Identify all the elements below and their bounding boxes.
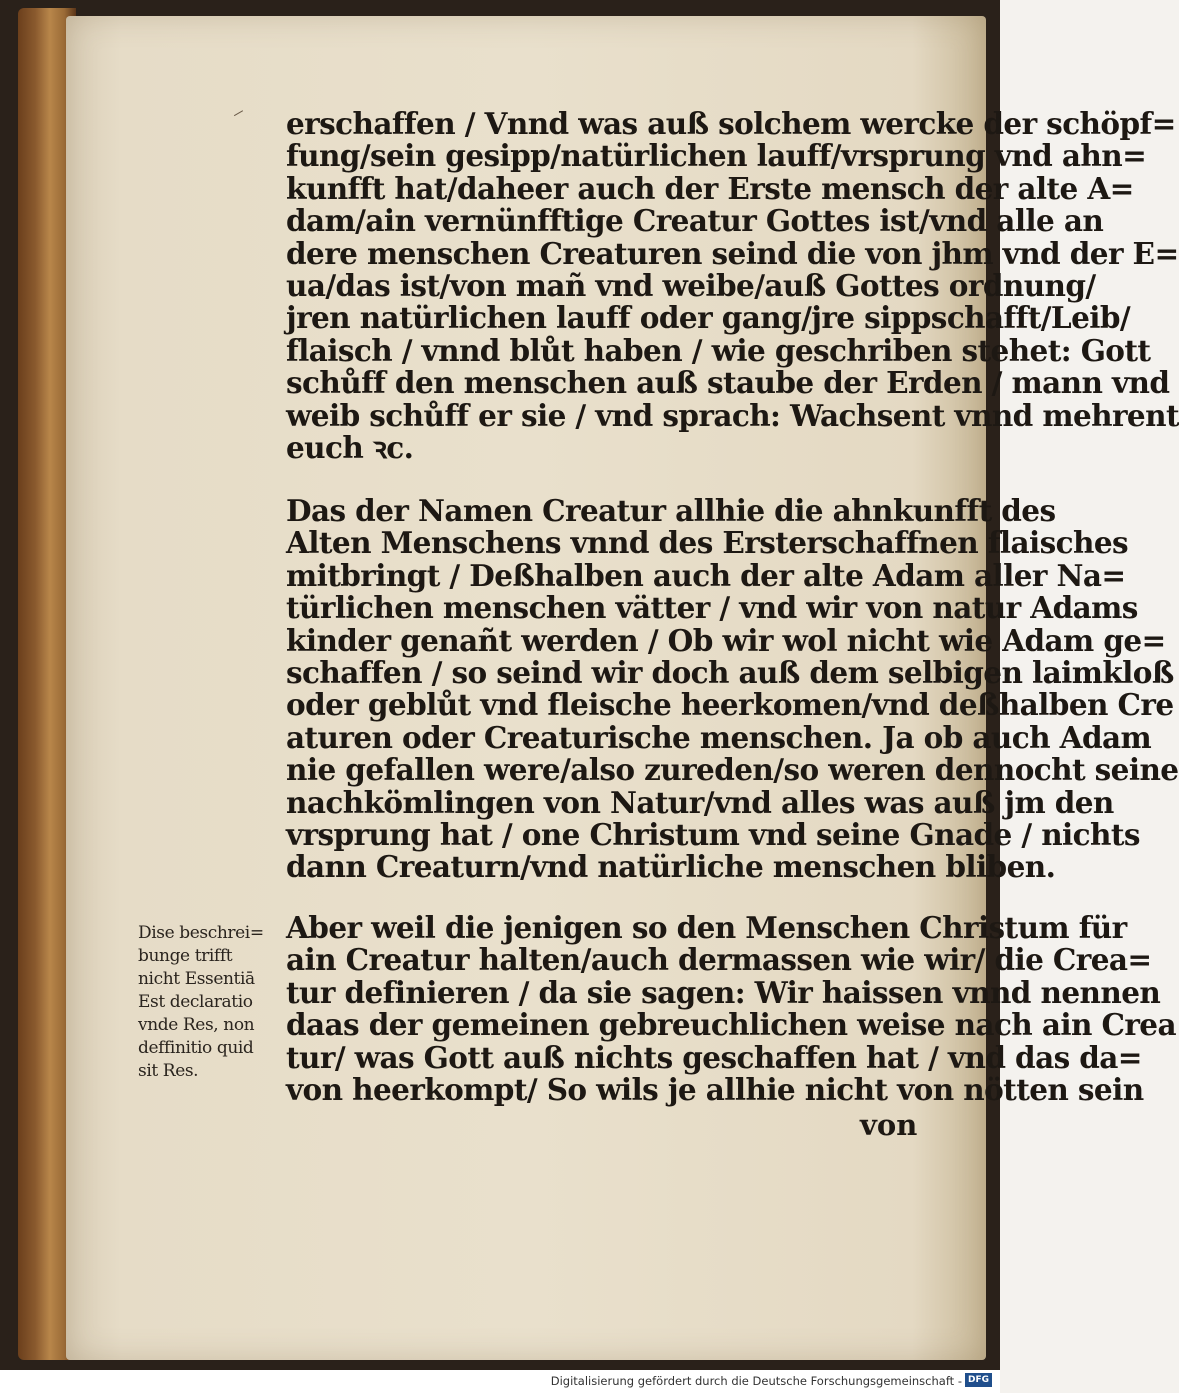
text-line: erschaffen / Vnnd was auß solchem wercke der schöpf= <box>286 106 1176 141</box>
text-line: dere menschen Creaturen seind die von jhm vnd der E= <box>286 235 1179 271</box>
text-line: ua/das ist/von mañ vnd weibe/auß Gottes ordnung/ <box>286 268 1096 304</box>
text-line: tur definieren / da sie sagen: Wir haissen vnnd nennen <box>286 974 1161 1010</box>
dfg-logo: DFG <box>965 1373 992 1387</box>
marginal-line: nicht Essentiā <box>138 969 255 989</box>
catchword: von <box>860 1108 918 1142</box>
paragraph-3 <box>286 910 1176 1108</box>
text-line: oder geblůt vnd fleische heerkomen/vnd deßhalben Cre <box>286 687 1174 723</box>
text-line: tur/ was Gott auß nichts geschaffen hat / vnd das da= <box>286 1039 1142 1075</box>
marginal-line: deffinitio quid <box>138 1038 254 1058</box>
text-line: mitbringt / Deßhalben auch der alte Adam aller Na= <box>286 557 1126 593</box>
text-line: schůff den menschen auß staube der Erden / mann vnd <box>286 365 1170 401</box>
paragraph-1 <box>286 106 1179 466</box>
text-line: dann Creaturn/vnd natürliche menschen bliben. <box>286 849 1056 885</box>
text-line: aturen oder Creaturische menschen. Ja ob auch Adam <box>286 719 1152 755</box>
text-line: jren natürlichen lauff oder gang/jre sippschafft/Leib/ <box>286 300 1131 336</box>
text-line: von heerkompt/ So wils je allhie nicht von nötten sein <box>286 1072 1144 1108</box>
text-line: daas der gemeinen gebreuchlichen weise nach ain Crea <box>286 1007 1176 1043</box>
text-line: kinder genañt werden / Ob wir wol nicht wie Adam ge= <box>286 622 1166 658</box>
text-line: ain Creatur halten/auch dermassen wie wir/ die Crea= <box>286 942 1152 978</box>
text-line: dam/ain vernünfftige Creatur Gottes ist/vnd alle an <box>286 203 1104 239</box>
marginal-line: sit Res. <box>138 1061 199 1081</box>
footer-credit: Digitalisierung gefördert durch die Deutsche Forschungsgemeinschaft - <box>550 1374 962 1388</box>
text-line: türlichen menschen vätter / vnd wir von natur Adams <box>286 590 1138 626</box>
paragraph-2 <box>286 493 1179 885</box>
text-line: Das der Namen Creatur allhie die ahnkunfft des <box>286 493 1056 528</box>
marginal-line: Est declaratio <box>138 992 253 1012</box>
text-line: nie gefallen were/also zureden/so weren dennocht seine <box>286 752 1179 788</box>
text-line: vrsprung hat / one Christum vnd seine Gnade / nichts <box>286 817 1140 853</box>
marginal-note <box>138 922 278 1083</box>
marginal-line: bunge trifft <box>138 946 233 966</box>
marginal-line: vnde Res, non <box>138 1015 255 1035</box>
text-line: schaffen / so seind wir doch auß dem selbigen laimkloß <box>286 655 1174 691</box>
text-line: kunfft hat/daheer auch der Erste mensch der alte A= <box>286 170 1134 206</box>
text-line: fung/sein gesipp/natürlichen lauff/vrsprung vnd ahn= <box>286 138 1147 174</box>
text-line: euch ꝛc. <box>286 430 414 466</box>
marginal-line: Dise beschrei= <box>138 923 264 943</box>
text-line: flaisch / vnnd blůt haben / wie geschriben stehet: Gott <box>286 332 1151 368</box>
text-line: Alten Menschens vnnd des Ersterschaffnen flaisches <box>286 525 1129 561</box>
text-line: Aber weil die jenigen so den Menschen Christum für <box>286 910 1127 945</box>
text-line: weib schůff er sie / vnd sprach: Wachsent vnnd mehrent <box>286 397 1179 433</box>
text-line: nachkömlingen von Natur/vnd alles was auß jm den <box>286 784 1114 820</box>
